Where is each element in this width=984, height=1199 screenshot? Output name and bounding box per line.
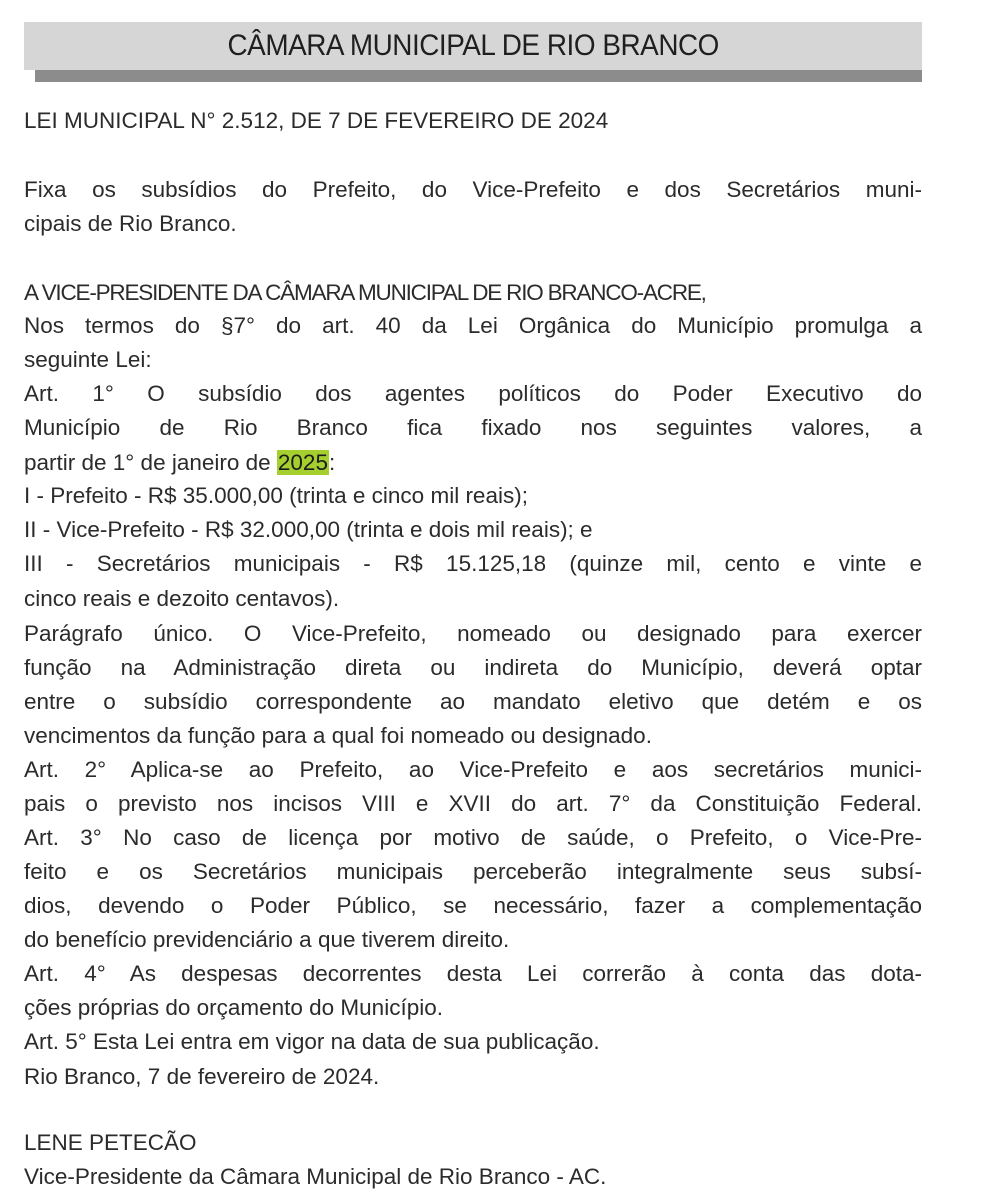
- law-title: LEI MUNICIPAL N° 2.512, DE 7 DE FEVEREIRO DE 2024: [24, 108, 609, 133]
- art1-date-prefix: partir de 1° de janeiro de: [24, 450, 277, 475]
- paragraph-unico-line: entre o subsídio correspondente ao mandato eletivo que detém e os: [24, 689, 922, 714]
- art3-line: do benefício previdenciário a que tiverem direito.: [24, 927, 510, 952]
- art2-line: Art. 2° Aplica-se ao Prefeito, ao Vice-Prefeito e aos secretários munici-: [24, 757, 922, 782]
- preamble-authority: A VICE-PRESIDENTE DA CÂMARA MUNICIPAL DE RIO BRANCO-ACRE,: [24, 280, 706, 305]
- art3-line: Art. 3° No caso de licença por motivo de saúde, o Prefeito, o Vice-Pre-: [24, 825, 922, 850]
- art1-line-effective-date: [24, 448, 922, 478]
- art4-line: ções próprias do orçamento do Município.: [24, 995, 443, 1020]
- law-summary-line: Fixa os subsídios do Prefeito, do Vice-Prefeito e dos Secretários muni-: [24, 177, 922, 202]
- art2-line: pais o previsto nos incisos VIII e XVII do art. 7° da Constituição Federal.: [24, 791, 922, 816]
- paragraph-unico-line: vencimentos da função para a qual foi nomeado ou designado.: [24, 723, 652, 748]
- art4-line: Art. 4° As despesas decorrentes desta Lei correrão à conta das dota-: [24, 961, 922, 986]
- art1-item-prefeito: I - Prefeito - R$ 35.000,00 (trinta e cinco mil reais);: [24, 483, 528, 508]
- art1-date-suffix: :: [328, 450, 336, 475]
- art3-line: feito e os Secretários municipais perceberão integralmente seus subsí-: [24, 859, 922, 884]
- paragraph-unico-line: Parágrafo único. O Vice-Prefeito, nomeado ou designado para exercer: [24, 621, 922, 646]
- law-summary-line: cipais de Rio Branco.: [24, 211, 237, 236]
- preamble-line: seguinte Lei:: [24, 347, 152, 372]
- art1-line: Art. 1° O subsídio dos agentes políticos do Poder Executivo do: [24, 381, 922, 406]
- art5-line: Art. 5° Esta Lei entra em vigor na data de sua publicação.: [24, 1029, 600, 1054]
- signatory-name: LENE PETECÃO: [24, 1130, 197, 1155]
- header-title: CÂMARA MUNICIPAL DE RIO BRANCO: [227, 29, 719, 62]
- header-banner-bar: [24, 22, 922, 70]
- highlighted-year: 2025: [277, 450, 328, 475]
- preamble-line: Nos termos do §7° do art. 40 da Lei Orgânica do Município promulga a: [24, 313, 922, 338]
- paragraph-unico-line: função na Administração direta ou indireta do Município, deverá optar: [24, 655, 922, 680]
- art1-line: Município de Rio Branco fica fixado nos seguintes valores, a: [24, 415, 922, 440]
- art3-line: dios, devendo o Poder Público, se necessário, fazer a complementação: [24, 893, 922, 918]
- art1-item-secretarios: III - Secretários municipais - R$ 15.125,18 (quinze mil, cento e vinte e: [24, 551, 922, 576]
- art1-item-secretarios-cont: cinco reais e dezoito centavos).: [24, 586, 340, 611]
- art1-item-vice-prefeito: II - Vice-Prefeito - R$ 32.000,00 (trinta e dois mil reais); e: [24, 517, 593, 542]
- place-date: Rio Branco, 7 de fevereiro de 2024.: [24, 1064, 380, 1089]
- signatory-role: Vice-Presidente da Câmara Municipal de Rio Branco - AC.: [24, 1164, 607, 1189]
